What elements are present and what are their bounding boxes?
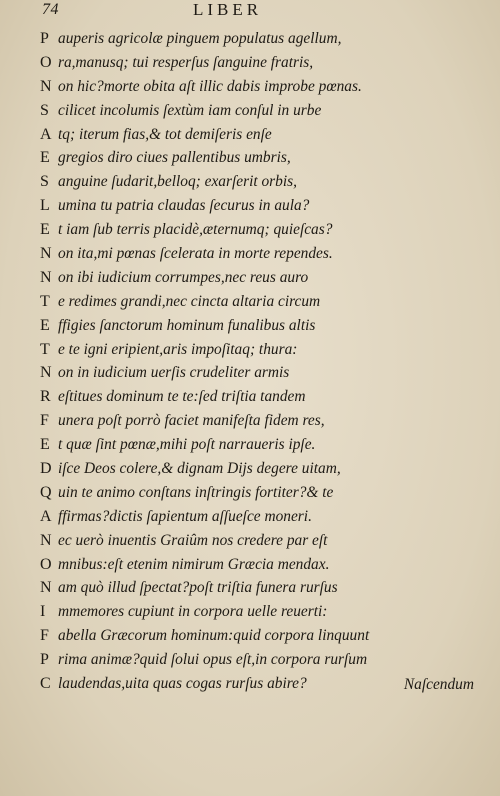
verse-line: [40, 648, 480, 672]
verse-text: on hic?morte obita aſt illic dabis improbe pœnas.: [58, 77, 362, 95]
verse-initial: S: [40, 173, 49, 191]
verse-initial: P: [40, 651, 49, 669]
verse-text: e te igni eripient,aris impoſitaq; thura:: [58, 340, 298, 358]
verse-line: [40, 27, 480, 51]
verse-text: on ibi iudicium corrumpes,nec reus auro: [58, 268, 309, 286]
verse-text: gregios diro ciues pallentibus umbris,: [58, 149, 291, 167]
verse-initial: E: [40, 149, 50, 167]
verse-text: ffigies ſanctorum hominum funalibus altis: [58, 316, 316, 334]
verse-line: [40, 338, 480, 362]
verse-text: e redimes grandi,nec cincta altaria circum: [58, 292, 321, 310]
verse-text: on ita,mi pœnas ſcelerata in morte rependes.: [58, 245, 333, 263]
verse-line: [40, 576, 480, 600]
verse-text: ra,manusq; tui resperſus ſanguine fratris,: [58, 53, 314, 71]
verse-line: [40, 553, 480, 577]
verse-line: [40, 361, 480, 385]
verse-line: [40, 290, 480, 314]
verse-line: [40, 123, 480, 147]
verse-initial: S: [40, 101, 49, 119]
verse-text: ffirmas?dictis ſapientum aſſueſce moneri.: [58, 507, 312, 525]
verse-text: umina tu patria claudas ſecurus in aula?: [58, 197, 310, 215]
verse-initial: E: [40, 436, 50, 454]
verse-initial: T: [40, 292, 50, 310]
verse-initial: O: [40, 53, 52, 71]
running-title: LIBER: [193, 0, 263, 19]
verse-initial: F: [40, 412, 49, 430]
verse-initial: N: [40, 531, 52, 549]
verse-text: laudendas,uita quas cogas rurſus abire?: [58, 675, 307, 693]
verse-line: [40, 242, 480, 266]
verse-text: t quæ ſint pœnæ,mihi poſt narraueris ipſe.: [58, 436, 316, 454]
verse-line: [40, 146, 480, 170]
verse-text: abella Græcorum hominum:quid corpora linquunt: [58, 627, 370, 645]
catchword: Naſcendum: [403, 676, 474, 693]
verse-line: [40, 170, 480, 194]
verse-initial: C: [40, 675, 51, 693]
verse-text: mnibus:eſt etenim nimirum Græcia mendax.: [58, 555, 330, 573]
verse-initial: P: [40, 30, 49, 47]
page-header: [0, 0, 500, 22]
verse-text: auperis agricolæ pinguem populatus agellum,: [58, 30, 342, 47]
verse-line: [40, 600, 480, 624]
verse-line: [40, 51, 480, 75]
verse-line: [40, 218, 480, 242]
verse-initial: T: [40, 340, 50, 358]
verse-line: [40, 481, 480, 505]
verse-line: [40, 409, 480, 433]
verse-initial: N: [40, 245, 52, 263]
verse-initial: Q: [40, 483, 52, 501]
verse-text: rima animæ?quid ſolui opus eſt,in corpora rurſum: [58, 651, 368, 669]
verse-line: [40, 624, 480, 648]
verse-line: [40, 433, 480, 457]
verse-text: cilicet incolumis ſextùm iam conſul in urbe: [58, 101, 322, 119]
verse-list: [40, 27, 480, 696]
verse-text: ec uerò inuentis Graiûm nos credere par eſt: [58, 531, 328, 549]
verse-line: [40, 314, 480, 338]
verse-initial: N: [40, 77, 52, 95]
verse-text: iſce Deos colere,& dignam Dijs degere uitam,: [58, 460, 341, 478]
verse-text: mmemores cupiunt in corpora uelle reuerti:: [58, 603, 328, 621]
verse-line: [40, 75, 480, 99]
verse-line: [40, 385, 480, 409]
verse-line: [40, 505, 480, 529]
verse-initial: I: [40, 603, 46, 621]
verse-text: eſtitues dominum te te:ſed triſtia tandem: [58, 388, 306, 406]
verse-line: [40, 266, 480, 290]
verse-initial: A: [40, 507, 52, 525]
verse-initial: E: [40, 316, 50, 334]
verse-initial: N: [40, 268, 52, 286]
verse-initial: N: [40, 579, 52, 597]
verse-initial: A: [40, 125, 52, 143]
verse-line: [40, 457, 480, 481]
verse-text: uin te animo conſtans inſtringis fortiter?& te: [58, 483, 334, 501]
verse-text: tq; iterum fias,& tot demiſeris enſe: [58, 125, 272, 143]
verse-text: on in iudicium uerſis crudeliter armis: [58, 364, 290, 382]
verse-text: t iam ſub terris placidè,æternumq; quieſcas?: [58, 221, 333, 239]
verse-text: am quò illud ſpectat?poſt triſtia funera rurſus: [58, 579, 338, 597]
verse-initial: F: [40, 627, 49, 645]
page-number: 74: [42, 1, 59, 18]
verse-initial: D: [40, 460, 52, 478]
verse-line: [40, 194, 480, 218]
verse-line: [40, 529, 480, 553]
verse-initial: R: [40, 388, 51, 406]
verse-initial: O: [40, 555, 52, 573]
verse-line: [40, 99, 480, 123]
verse-initial: E: [40, 221, 50, 239]
verse-text: unera poſt porrò faciet manifeſta fidem res,: [58, 412, 325, 430]
verse-initial: N: [40, 364, 52, 382]
verse-initial: L: [40, 197, 50, 215]
verse-text: anguine ſudarit,belloq; exarſerit orbis,: [58, 173, 297, 191]
